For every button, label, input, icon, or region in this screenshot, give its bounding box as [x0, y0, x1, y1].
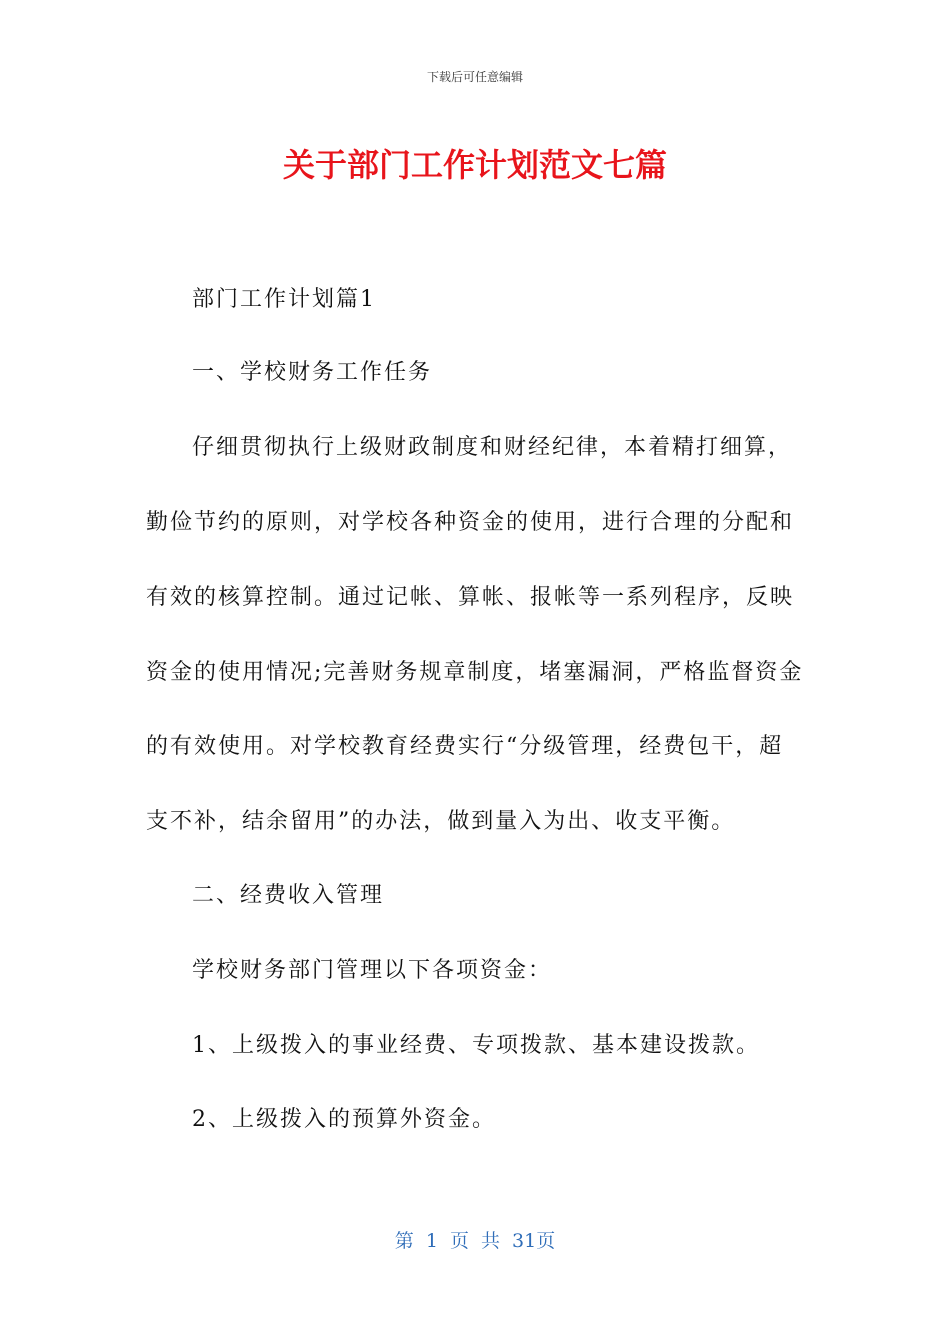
header-note: 下载后可任意编辑 [426, 70, 523, 84]
paragraph-line: 勤俭节约的原则，对学校各种资金的使用，进行合理的分配和 [146, 510, 795, 535]
paragraph-line: 支不补，结余留用”的办法，做到量入为出、收支平衡。 [146, 809, 736, 834]
section-heading-income: 二、经费收入管理 [192, 883, 385, 908]
document-title: 关于部门工作计划范文七篇 [282, 146, 667, 184]
page-number: 第 1 页 共 31页 [394, 1230, 556, 1252]
section-heading-finance-tasks: 一、学校财务工作任务 [192, 360, 433, 385]
paragraph-line: 有效的核算控制。通过记帐、算帐、报帐等一系列程序，反映 [146, 585, 795, 610]
list-item: 2、上级拨入的预算外资金。 [192, 1107, 496, 1132]
list-item: 1、上级拨入的事业经费、专项拨款、基本建设拨款。 [192, 1033, 760, 1058]
paragraph-line: 学校财务部门管理以下各项资金： [192, 958, 553, 983]
paragraph-line: 资金的使用情况;完善财务规章制度，堵塞漏洞，严格监督资金 [146, 660, 804, 685]
section-heading-plan-1: 部门工作计划篇1 [192, 287, 376, 312]
paragraph-line: 的有效使用。对学校教育经费实行“分级管理，经费包干，超 [146, 734, 784, 759]
paragraph-line: 仔细贯彻执行上级财政制度和财经纪律，本着精打细算， [192, 435, 793, 460]
